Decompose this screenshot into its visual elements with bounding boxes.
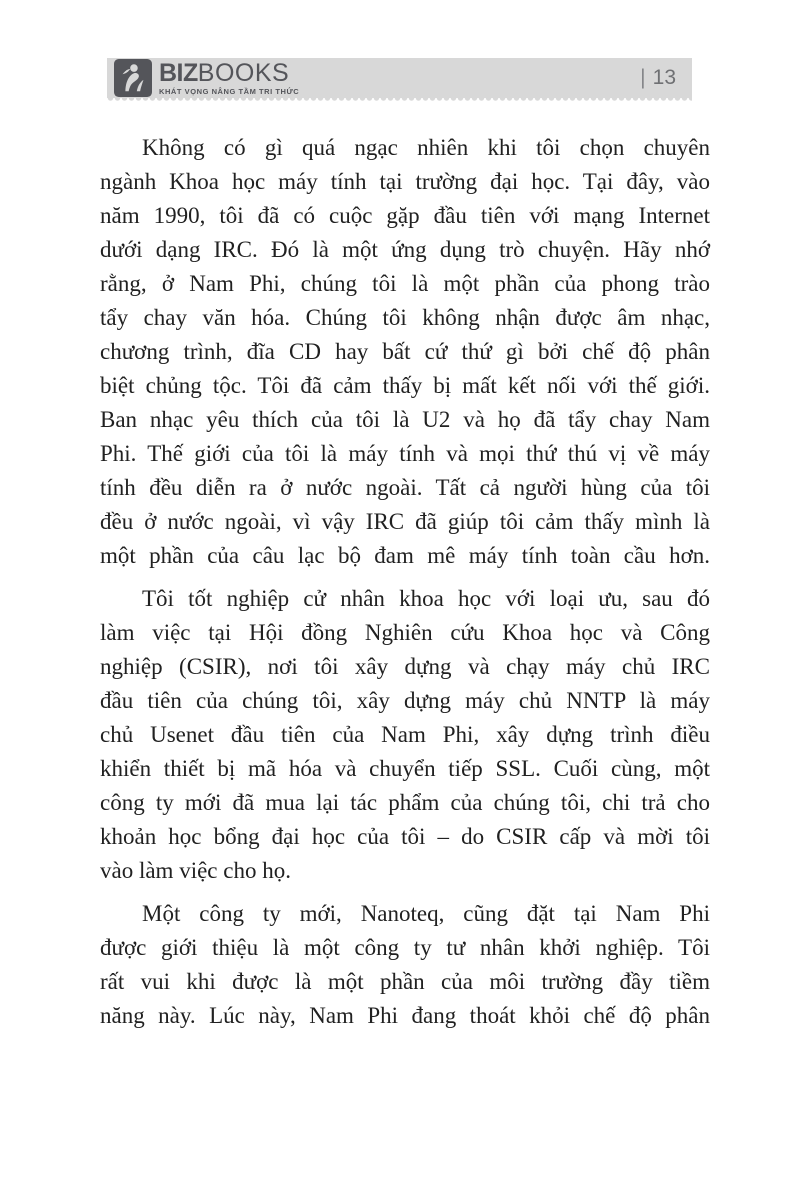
bizbooks-logo — [114, 59, 299, 97]
text-line: nghiệp (CSIR), nơi tôi xây dựng và chạy máy chủ IRC — [100, 654, 710, 679]
text-line: Tôi tốt nghiệp cử nhân khoa học với loại ưu, sau đó — [142, 586, 710, 611]
text-line: ngành Khoa học máy tính tại trường đại học. Tại đây, vào — [100, 169, 710, 194]
brand-name-books: BOOKS — [197, 58, 290, 87]
text-line: tính đều diễn ra ở nước ngoài. Tất cả người hùng của tôi — [100, 475, 710, 500]
page-number-value: 13 — [652, 66, 676, 89]
text-line: công ty mới đã mua lại tác phẩm của chúng tôi, chi trả cho — [100, 790, 710, 815]
text-line: chủ Usenet đầu tiên của Nam Phi, xây dựng trình điều — [100, 722, 710, 747]
perforated-edge — [107, 98, 692, 103]
text-line: chương trình, đĩa CD hay bất cứ thứ gì bởi chế độ phân — [100, 339, 710, 364]
text-line: năng này. Lúc này, Nam Phi đang thoát khỏi chế độ phân — [100, 1003, 710, 1028]
bizbooks-logo-icon — [114, 59, 152, 97]
brand-tagline: KHÁT VỌNG NÂNG TẦM TRI THỨC — [159, 86, 300, 96]
text-line: một phần của câu lạc bộ đam mê máy tính toàn cầu hơn. — [100, 543, 710, 568]
text-line: làm việc tại Hội đồng Nghiên cứu Khoa học và Công — [100, 620, 710, 645]
text-line: rằng, ở Nam Phi, chúng tôi là một phần của phong trào — [100, 271, 710, 296]
text-line: Ban nhạc yêu thích của tôi là U2 và họ đã tẩy chay Nam — [100, 407, 710, 432]
paragraph — [100, 897, 710, 1033]
brand-name — [159, 58, 299, 87]
brand-name-biz: BIZ — [159, 58, 198, 87]
text-line: Phi. Thế giới của tôi là máy tính và mọi thứ thú vị về máy — [100, 441, 710, 466]
paragraph — [100, 131, 710, 573]
text-line: khiển thiết bị mã hóa và chuyển tiếp SSL. Cuối cùng, một — [100, 756, 710, 781]
text-line: vào làm việc cho họ. — [100, 858, 291, 883]
text-line: dưới dạng IRC. Đó là một ứng dụng trò chuyện. Hãy nhớ — [100, 237, 710, 262]
text-line: Không có gì quá ngạc nhiên khi tôi chọn chuyên — [142, 135, 710, 160]
text-line: biệt chủng tộc. Tôi đã cảm thấy bị mất kết nối với thế giới. — [100, 373, 710, 398]
text-line: năm 1990, tôi đã có cuộc gặp đầu tiên với mạng Internet — [100, 203, 710, 228]
paragraph — [100, 582, 710, 888]
text-line: tẩy chay văn hóa. Chúng tôi không nhận được âm nhạc, — [100, 305, 710, 330]
page-header — [107, 58, 692, 98]
page-body-text — [100, 131, 710, 1042]
text-line: rất vui khi được là một phần của môi trường đầy tiềm — [100, 969, 710, 994]
page-number — [640, 58, 676, 98]
text-line: khoản học bổng đại học của tôi – do CSIR cấp và mời tôi — [100, 824, 710, 849]
logo-text-block — [159, 59, 299, 97]
text-line: đều ở nước ngoài, vì vậy IRC đã giúp tôi cảm thấy mình là — [100, 509, 710, 534]
text-line: đầu tiên của chúng tôi, xây dựng máy chủ NNTP là máy — [100, 688, 710, 713]
text-line: Một công ty mới, Nanoteq, cũng đặt tại Nam Phi — [142, 901, 710, 926]
text-line: được giới thiệu là một công ty tư nhân khởi nghiệp. Tôi — [100, 935, 710, 960]
page-number-separator: | — [640, 66, 646, 89]
